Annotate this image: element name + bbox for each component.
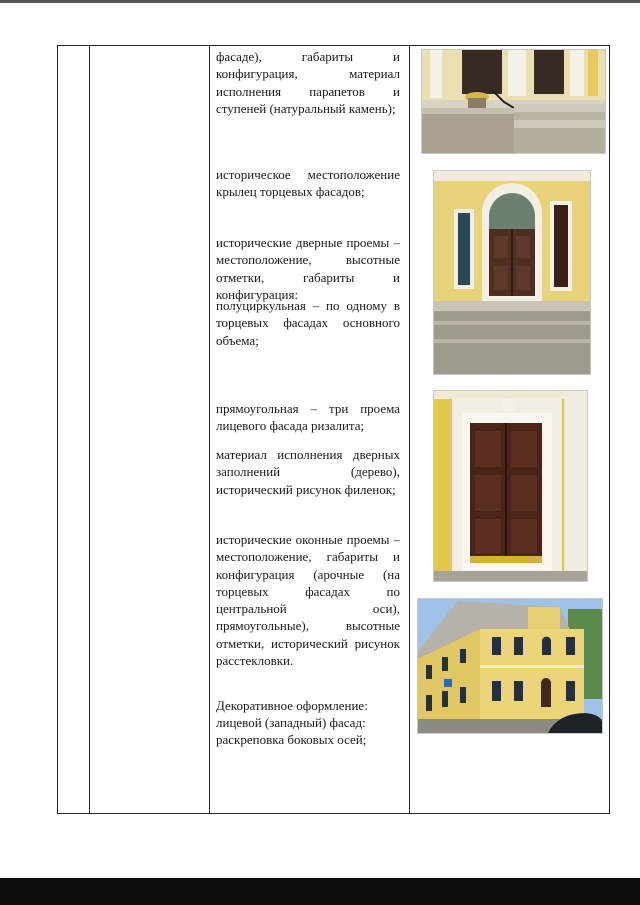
text-paragraph-6: материал исполнения дверных заполнений (дерево), исторический рисунок филенок;: [216, 447, 400, 497]
text-paragraph-5: прямоугольная – три проема лицевого фасада ризалита;: [216, 401, 400, 434]
text-paragraph-1: фасаде), габариты и конфигурация, материал исполнения парапетов и ступеней (натуральный камень);: [216, 49, 400, 116]
text-paragraph-3: исторические дверные проемы – местоположение, высотные отметки, габариты и конфигурация:: [216, 235, 400, 302]
table-column-divider-2: [209, 45, 210, 814]
photo-porch-steps: [421, 49, 606, 154]
photo-arched-door: [433, 170, 591, 375]
scan-edge: [0, 0, 640, 3]
text-paragraph-8: Декоративное оформление:: [216, 698, 368, 713]
text-paragraph-2: историческое местоположение крылец торцевых фасадов;: [216, 167, 400, 200]
table-column-divider-1: [89, 45, 90, 814]
text-paragraph-4: полуциркульная – по одному в торцевых фасадах основного объема;: [216, 298, 400, 348]
text-paragraph-7: исторические оконные проемы – местоположение, габариты и конфигурация (арочные (на торцевых фасадах по центральной оси), прямоугольные), высотные отметки, исторический рисунок расстекловки.: [216, 532, 400, 669]
table-column-divider-3: [409, 45, 410, 814]
photo-rectangular-door: [433, 390, 588, 582]
photo-building-facade: [417, 598, 603, 734]
text-paragraph-9: лицевой (западный) фасад: раскреповка боковых осей;: [216, 715, 367, 748]
scan-bottom-edge: [0, 878, 640, 905]
